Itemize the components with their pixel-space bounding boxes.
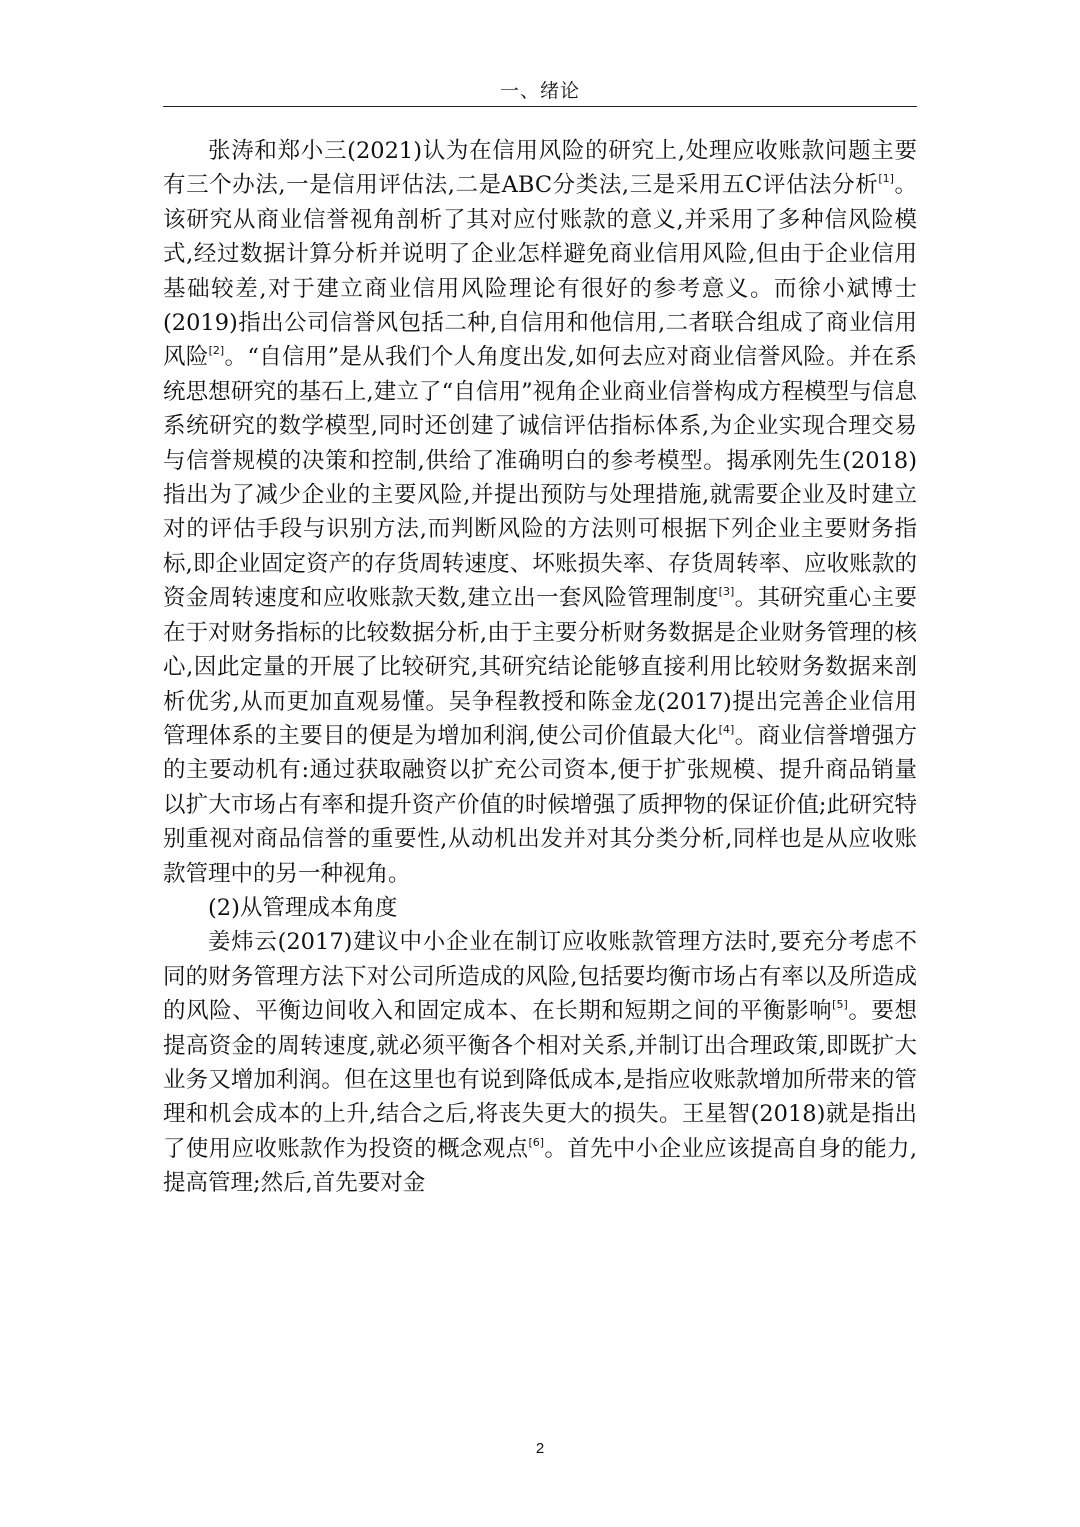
citation-ref: [6] bbox=[528, 1135, 545, 1149]
citation-ref: [3] bbox=[718, 585, 735, 599]
text-segment: 姜炜云(2017)建议中小企业在制订应收账款管理方法时,要充分考虑不同的财务管理方法下对公司所造成的风险,包括要均衡市场占有率以及所造成的风险、平衡边间收入和固定成本、在长期和短期之间的平衡影响 bbox=[163, 929, 917, 1025]
body-text bbox=[163, 134, 917, 1201]
text-segment: (2)从管理成本角度 bbox=[208, 894, 398, 921]
paragraph bbox=[163, 134, 917, 891]
page-number: 2 bbox=[535, 1440, 545, 1457]
paragraph bbox=[163, 925, 917, 1200]
section-subheading bbox=[163, 891, 917, 925]
text-segment: 。该研究从商业信誉视角剖析了其对应付账款的意义,并采用了多种信风险模式,经过数据计算分析并说明了企业怎样避免商业信用风险,但由于企业信用基础较差,对于建立商业信用风险理论有很好的参考意义。而徐小斌博士(2019)指出公司信誉风包括二种,自信用和他信用,二者联合组成了商业信用风险 bbox=[163, 172, 917, 371]
text-segment: 。商业信誉增强方的主要动机有:通过获取融资以扩充公司资本,便于扩张规模、提升商品销量以扩大市场占有率和提升资产价值的时候增强了质押物的保证价值;此研究特别重视对商品信誉的重要性,从动机出发并对其分类分析,同样也是从应收账款管理中的另一种视角。 bbox=[163, 722, 917, 887]
citation-ref: [1] bbox=[878, 172, 894, 186]
text-segment: 。首先中小企业应该提高自身的能力,提高管理;然后,首先要对金 bbox=[163, 1135, 917, 1197]
text-segment: 。其研究重心主要在于对财务指标的比较数据分析,由于主要分析财务数据是企业财务管理的核心,因此定量的开展了比较研究,其研究结论能够直接利用比较财务数据来剖析优劣,从而更加直观易懂。吴争程教授和陈金龙(2017)提出完善企业信用管理体系的主要目的便是为增加利润,使公司价值最大化 bbox=[163, 585, 917, 749]
citation-ref: [2] bbox=[208, 344, 225, 358]
header-divider bbox=[163, 106, 917, 107]
running-header: 一、绪论 bbox=[499, 80, 580, 102]
text-segment: 。要想提高资金的周转速度,就必须平衡各个相对关系,并制订出合理政策,即既扩大业务又增加利润。但在这里也有说到降低成本,是指应收账款增加所带来的管理和机会成本的上升,结合之后,将丧失更大的损失。王星智(2018)就是指出了使用应收账款作为投资的概念观点 bbox=[163, 998, 917, 1162]
citation-ref: [4] bbox=[718, 722, 735, 736]
citation-ref: [5] bbox=[832, 998, 848, 1012]
text-segment: 张涛和郑小三(2021)认为在信用风险的研究上,处理应收账款问题主要有三个办法,一是信用评估法,二是ABC分类法,三是采用五C评估法分析 bbox=[163, 138, 917, 199]
text-segment: 。“自信用”是从我们个人角度出发,如何去应对商业信誉风险。并在系统思想研究的基石上,建立了“自信用”视角企业商业信誉构成方程模型与信息系统研究的数学模型,同时还创建了诚信评估指标体系,为企业实现合理交易与信誉规模的决策和控制,供给了准确明白的参考模型。揭承刚先生(2018)指出为了减少企业的主要风险,并提出预防与处理措施,就需要企业及时建立对的评估手段与识别方法,而判断风险的方法则可根据下列企业主要财务指标,即企业固定资产的存货周转速度、坏账损失率、存货周转率、应收账款的资金周转速度和应收账款天数,建立出一套风险管理制度 bbox=[163, 344, 917, 612]
